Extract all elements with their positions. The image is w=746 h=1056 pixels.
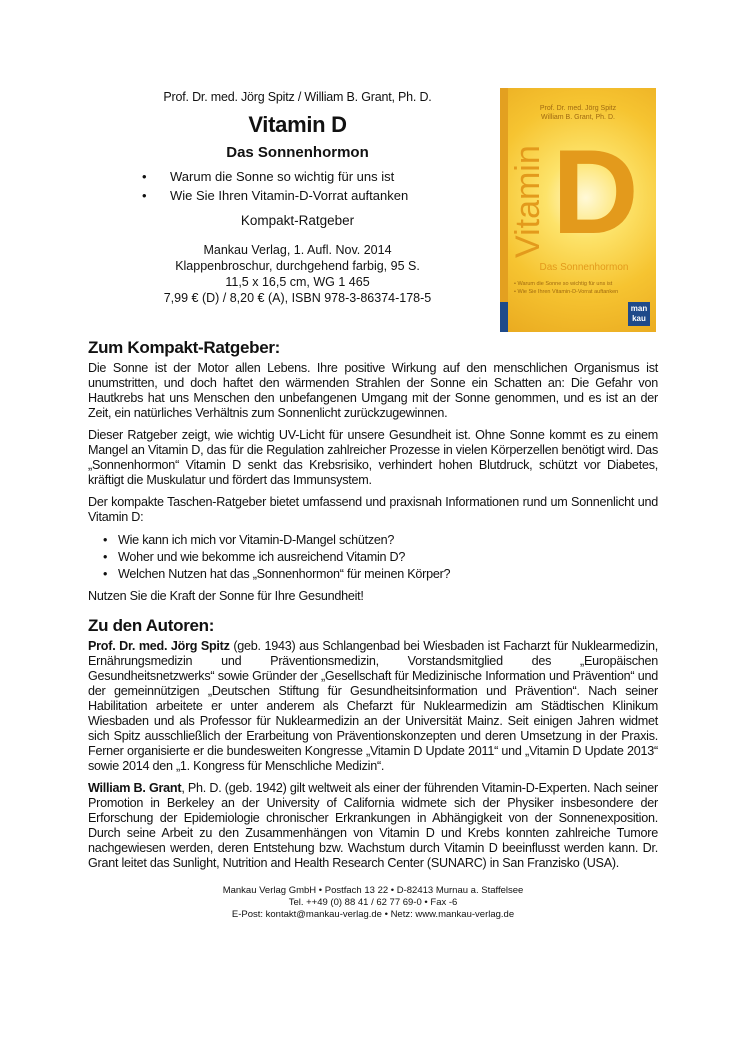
list-item: • Welchen Nutzen hat das „Sonnenhormon“ für meinen Körper? [88,566,658,583]
page-flow [88,340,658,941]
cover-author: Prof. Dr. med. Jörg Spitz [539,105,617,112]
authors: Prof. Dr. med. Jörg Spitz / William B. Grant, Ph. D. [163,90,432,104]
price-isbn-line: 7,99 € (D) / 8,20 € (A), ISBN 978-3-86374-178-5 [163,291,432,305]
book-info-header [110,90,485,306]
cover-spine [500,88,508,332]
publisher-line: Mankau Verlag, 1. Aufl. Nov. 2014 [203,243,392,257]
section-heading: Zum Kompakt-Ratgeber: [88,338,281,357]
cover-bullets [514,280,618,296]
cover-word: Vitamin [509,145,547,258]
footer-email-web: E-Post: kontakt@mankau-verlag.de • Netz: www.mankau-verlag.de [231,909,515,920]
author-bio-grant [88,781,658,871]
list-item: • Wie Sie Ihren Vitamin-D-Vorrat auftanken [110,186,485,205]
cover-author: William B. Grant, Ph. D. [541,114,615,121]
list-item: • Warum die Sonne so wichtig für uns ist [110,167,485,186]
main-content [88,340,658,871]
paragraph: Der kompakte Taschen-Ratgeber bietet umfassend und praxisnah Informationen rund um Sonnenlicht und Vitamin D: [88,495,658,524]
footer-address: Mankau Verlag GmbH • Postfach 13 22 • D-82413 Murnau a. Staffelsee [222,885,524,896]
footer-phone: Tel. ++49 (0) 88 41 / 62 77 69-0 • Fax -6 [288,897,458,908]
publication-details [110,242,485,306]
list-item: • Woher und wie bekomme ich ausreichend Vitamin D? [88,549,658,566]
book-subtitle: Das Sonnenhormon [226,144,369,161]
author-bio-spitz [88,639,658,774]
bullet-list [88,532,658,583]
footer-contact [0,885,746,941]
publisher-logo [628,302,650,326]
book-title: Vitamin D [248,112,347,137]
author-bio-text: , Ph. D. (geb. 1942) gilt weltweit als einer der führenden Vitamin-D-Experten. Nach seiner Promotion in Berkeley an der University of California widmete sich der Physiker insbesondere der Erforschung der Epidemiologie chronischer Erkrankungen in Abhängigkeit von der Sonnenexposition. Durch seine Arbeit zu den Zusammenhängen von Vitamin D und Krebs konnten zahlreiche Tumore nachgewiesen werden, deren Entstehung bzw. Wachstum durch Vitamin D beeinflusst werden kann. Dr. Grant leitet das Sunlight, Nutrition and Health Research Center (SUNARC) in San Franzisko (USA). [88,781,658,870]
section-heading: Zu den Autoren: [88,616,215,635]
cover-bullet: • Warum die Sonne so wichtig für uns ist [514,281,613,287]
header-bullets [110,167,485,205]
author-name: William B. Grant [88,781,182,795]
paragraph: Dieser Ratgeber zeigt, wie wichtig UV-Licht für unsere Gesundheit ist. Ohne Sonne kommt es zu einem Mangel an Vitamin D, das für die Regulation zahlreicher Prozesse in vielen Körperzellen benötigt wird. Das „Sonnenhormon“ Vitamin D senkt das Krebsrisiko, verhindert hohen Blutdruck, schützt vor Diabetes, kräftigt die Muskulatur und fördert das Immunsystem. [88,428,658,487]
cover-bullet: • Wie Sie Ihren Vitamin-D-Vorrat auftanken [514,289,619,295]
size-line: 11,5 x 16,5 cm, WG 1 465 [225,275,370,289]
cover-authors [500,104,656,122]
list-item: • Wie kann ich mich vor Vitamin-D-Mangel schützen? [88,532,658,549]
book-cover-image [500,88,656,332]
cover-letter: D [552,125,639,259]
cover-spine-band [500,302,508,332]
paragraph: Nutzen Sie die Kraft der Sonne für Ihre Gesundheit! [88,589,364,603]
logo-text: man [630,304,648,313]
format-line: Klappenbroschur, durchgehend farbig, 95 S. [175,259,420,273]
author-name: Prof. Dr. med. Jörg Spitz [88,639,230,653]
cover-subtitle: Das Sonnenhormon [539,262,629,273]
series-label: Kompakt-Ratgeber [240,213,355,228]
logo-text: kau [632,314,646,323]
paragraph: Die Sonne ist der Motor allen Lebens. Ihre positive Wirkung auf den menschlichen Organismus ist unumstritten, und doch haftet den wärmenden Strahlen der Sonne ein Schatten an: Die Gefahr von Hautkrebs hat uns Menschen den unbefangenen Umgang mit der Sonne genommen, und es ist an der Zeit, ein natürliches Verhältnis zum Sonnenlicht zurückzugewinnen. [88,361,658,420]
author-bio-text: (geb. 1943) aus Schlangenbad bei Wiesbaden ist Facharzt für Nuklearmedizin, Ernährungsmedizin und Präventionsmedizin, Vorstandsmitglied des „Europäischen Gesundheitsnetzwerks“ sowie Gründer der „Gesellschaft für Medizinische Information und Prävention“ und der gemeinnützigen „Deutschen Stiftung für Gesundheitsinformation und Prävention“. Nach seiner Habilitation arbeitete er unter anderem als Chefarzt für Nuklearmedizin am Städtischen Klinikum Wiesbaden und als Professor für Nuklearmedizin an der Universität Mainz. Seit einigen Jahren widmet sich Spitz ausschließlich der Erarbeitung von Präventionskonzepten und deren Umsetzung in der Praxis. Ferner organisierte er die bundesweiten Kongresse „Vitamin D Update 2011“ und „Vitamin D Update 2013“ sowie 2014 den „1. Kongress für Menschliche Medizin“. [88,639,659,773]
